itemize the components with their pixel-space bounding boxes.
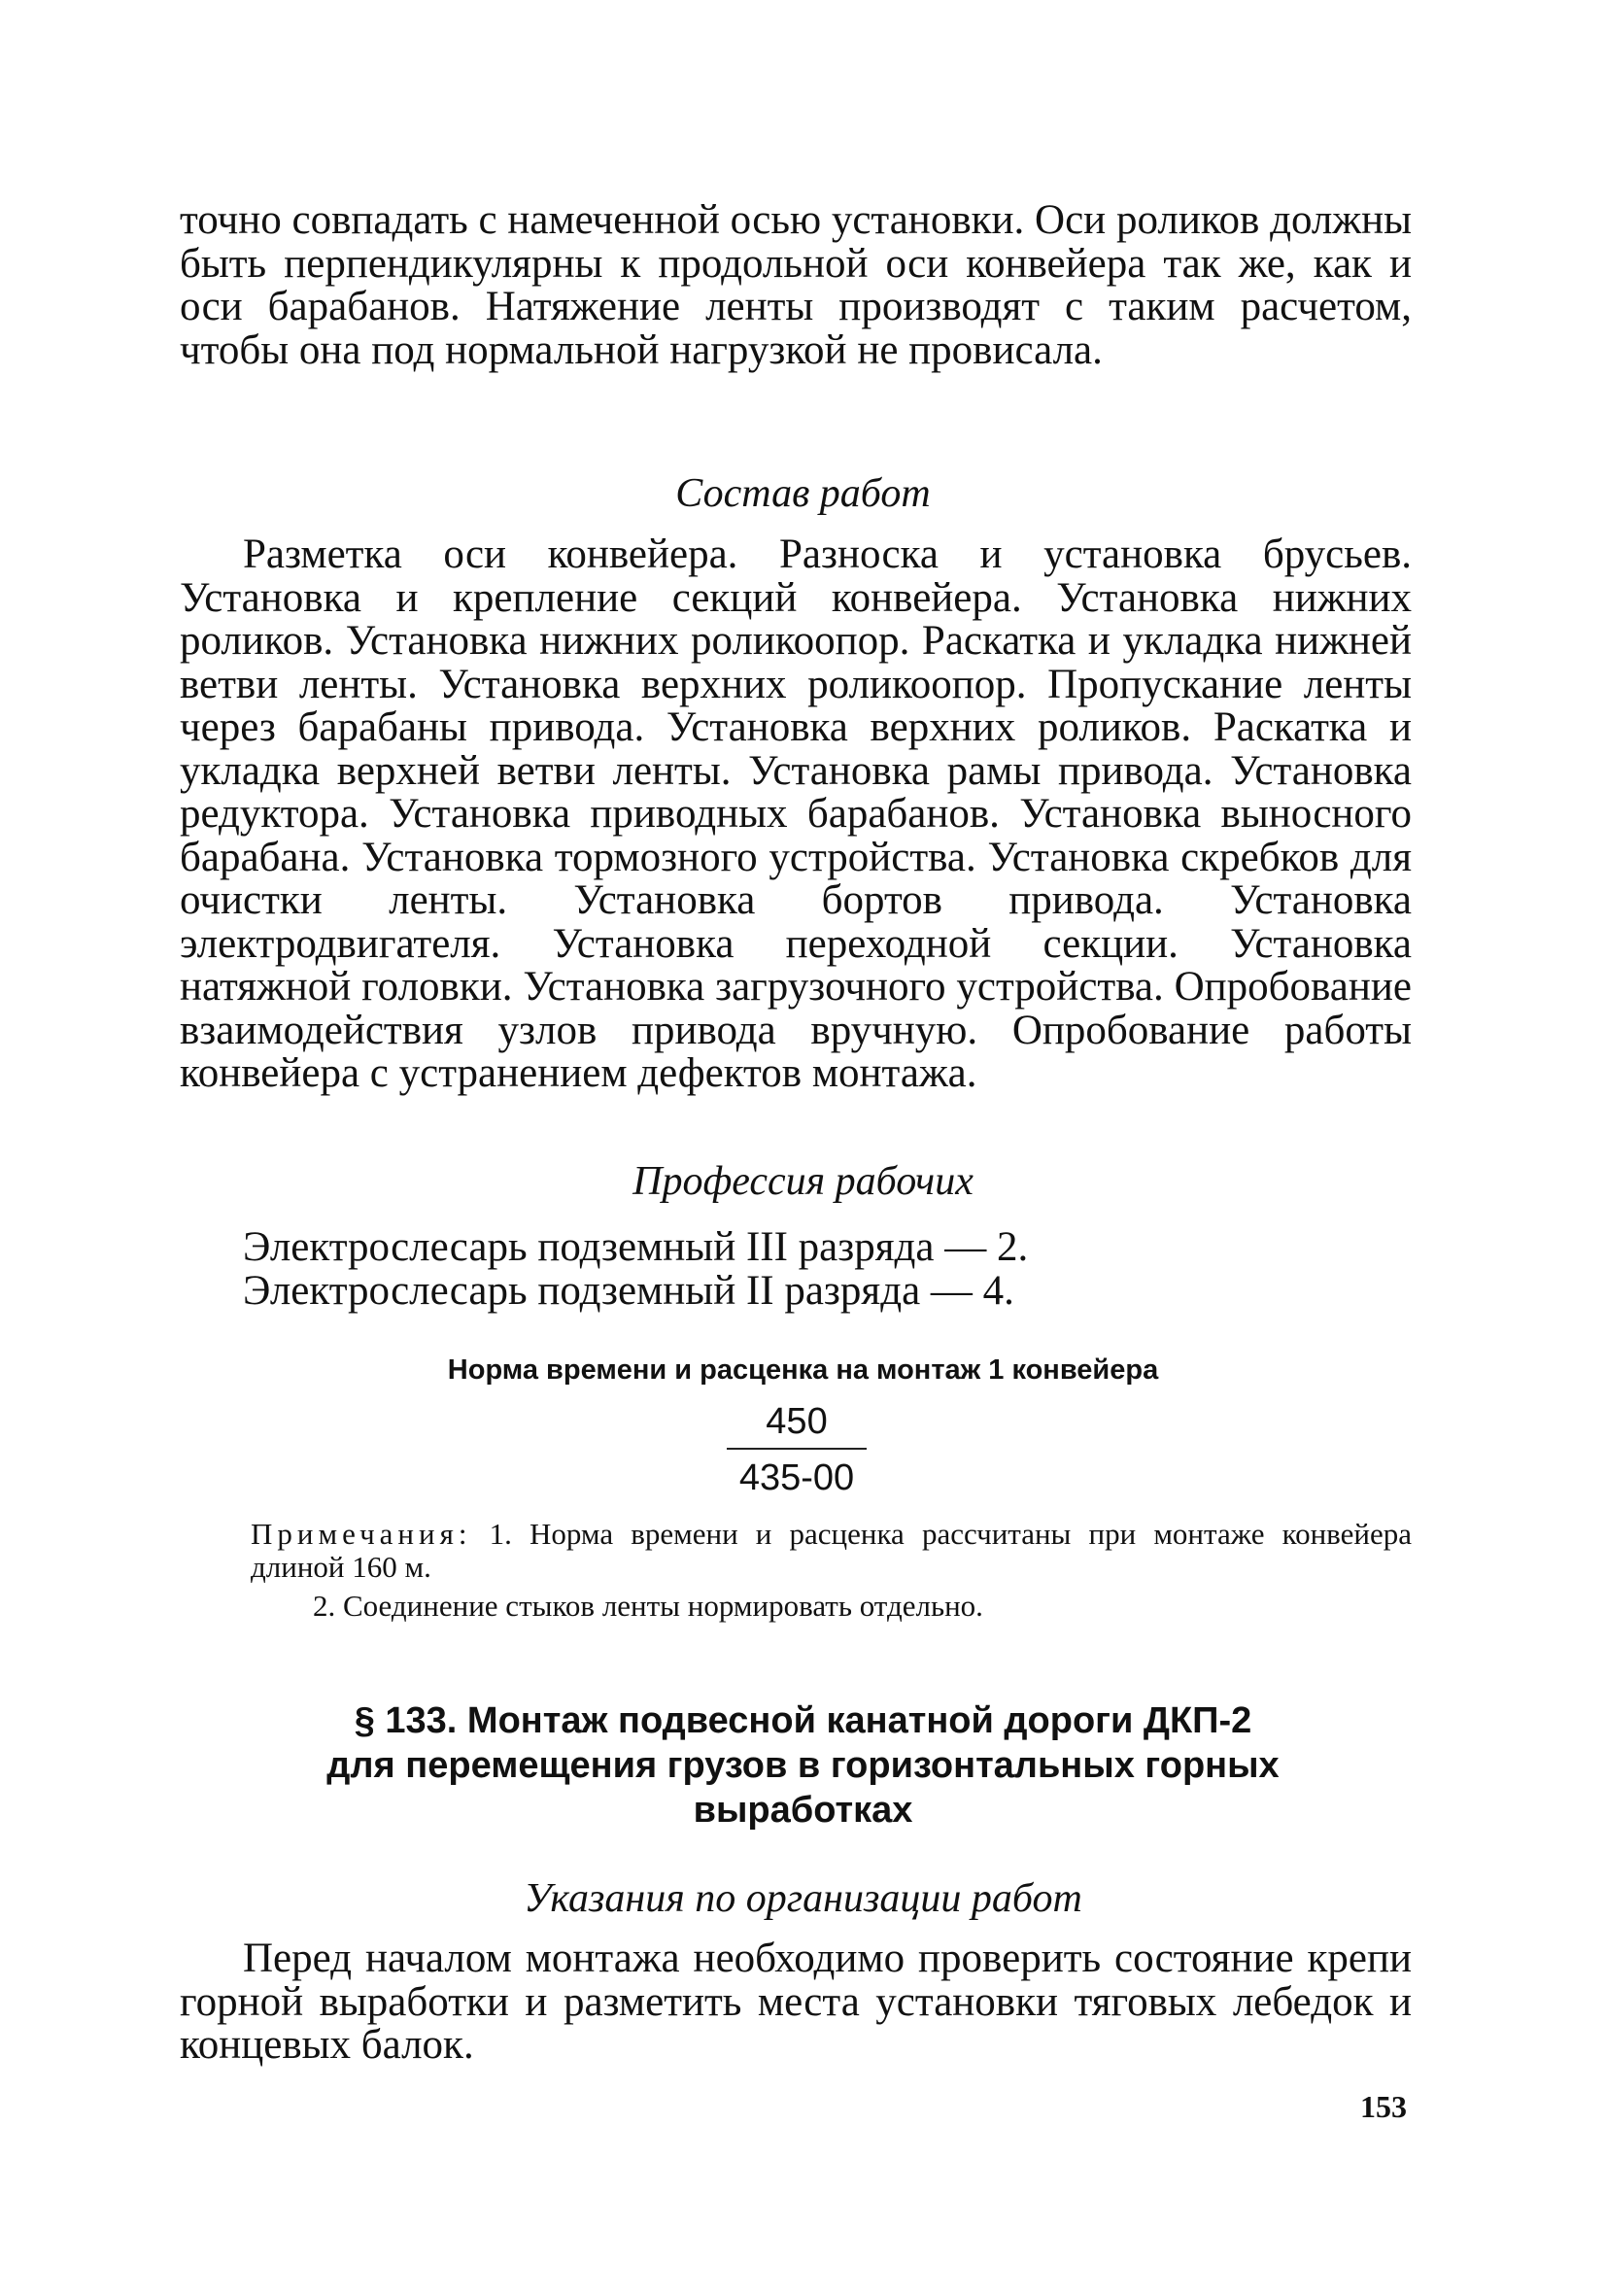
section-title-line-1: § 133. Монтаж подвесной канатной дороги ДКП-2: [354, 1700, 1252, 1741]
page-number: 153: [1360, 2089, 1407, 2124]
composition-paragraph: Разметка оси конвейера. Разноска и установка брусьев. Установка и крепление секций конвейера. Установка нижних роликов. Установка нижних роликоопор. Раскатка и укладка нижней ветви ленты. Установка верхних роликоопор. Пропускание ленты через барабаны привода. Установка верхних роликов. Раскатка и укладка верхней ветви ленты. Установка рамы привода. Установка редуктора. Установка приводных барабанов. Установка выносного барабана. Установка тормозного устройства. Установка скребков для очистки ленты. Установка бортов привода. Установка электродвигателя. Установка переходной секции. Установка натяжной головки. Установка загрузочного устройства. Опробование взаимодействия узлов привода вручную. Опробование работы конвейера с устранением дефектов монтажа.: [180, 531, 1412, 1096]
worker-item-1: Электрослесарь подземный III разряда — 2.: [243, 1224, 1029, 1270]
section-title-line-3: выработках: [693, 1790, 913, 1831]
section-paragraph: Перед началом монтажа необходимо проверить состояние крепи горной выработки и разметить места установки тяговых лебедок и концевых балок.: [180, 1936, 1412, 2068]
composition-heading: Состав работ: [675, 471, 931, 516]
workers-heading: Профессия рабочих: [632, 1159, 974, 1204]
notes-label: Примечания:: [251, 1517, 472, 1551]
intro-paragraph: точно совпадать с намеченной осью установки. Оси роликов должны быть перпендикулярны к продольной оси конвейера так же, как и оси барабанов. Натяжение ленты производят с таким расчетом, чтобы она под нормальной нагрузкой не провисала.: [180, 197, 1412, 373]
norm-rate-value: 435-00: [738, 1457, 855, 1498]
note-first-text: 1. Норма времени и расценка рассчитаны при монтаже конвейера длиной 160 м.: [251, 1517, 1413, 1584]
section-title-line-2: для перемещения грузов в горизонтальных горных: [326, 1745, 1280, 1786]
norm-title: Норма времени и расценка на монтаж 1 конвейера: [447, 1354, 1159, 1386]
worker-item-2: Электрослесарь подземный II разряда — 4.: [243, 1268, 1014, 1314]
norm-fraction: [719, 1399, 874, 1500]
section-subheading: Указания по организации работ: [524, 1876, 1082, 1921]
fraction-bar: [727, 1448, 867, 1450]
norm-time-value: 450: [766, 1401, 828, 1442]
note-second: 2. Соединение стыков ленты нормировать отдельно.: [313, 1589, 983, 1623]
note-first: [251, 1518, 1412, 1584]
